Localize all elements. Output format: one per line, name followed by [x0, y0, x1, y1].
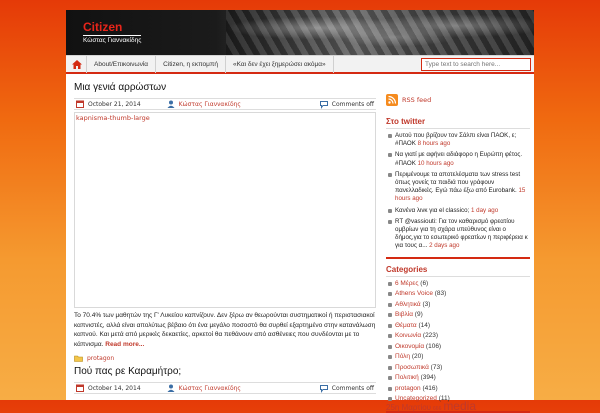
- nav-item-citizen-show[interactable]: Citizen, η εκπομπή: [155, 56, 225, 73]
- comment-icon: [320, 101, 328, 108]
- calendar-icon: [76, 384, 84, 392]
- calendar-icon: [76, 100, 84, 108]
- site-description: Κώστας Γιαννακίδης: [83, 37, 142, 44]
- tweet-list: [386, 132, 530, 251]
- header-photo: [226, 10, 534, 55]
- tweet-text: Αυτού που βρίζουν τον Σάλπι είναι ΠΑΟΚ, ε; #ΠΑΟΚ: [395, 132, 517, 148]
- main-content: [74, 82, 376, 394]
- category-link[interactable]: protagon: [395, 384, 421, 392]
- site-header: [66, 10, 534, 55]
- category-count: (223): [422, 332, 439, 340]
- category-count: (416): [422, 384, 438, 392]
- post-comments: [320, 101, 374, 108]
- categories-heading: Categories: [386, 265, 530, 277]
- category-link[interactable]: Κοινωνία: [395, 332, 422, 340]
- tweet-text: Κανένα λινκ για el classico;: [395, 206, 470, 214]
- post-tag-link[interactable]: protagon: [87, 355, 115, 363]
- category-link[interactable]: Uncategorized: [395, 395, 437, 403]
- home-button[interactable]: [68, 56, 86, 72]
- post-comments: [320, 385, 374, 392]
- category-count: (73): [430, 363, 443, 371]
- category-item: [386, 331, 530, 342]
- thumbnail-alt-text: kapnisma-thumb-large: [76, 114, 150, 122]
- read-more-link[interactable]: Read more...: [105, 340, 145, 348]
- category-item: [386, 321, 530, 332]
- nav-item-not-dawned[interactable]: «Και δεν έχει ξημερώσει ακόμα»: [225, 56, 334, 73]
- category-count: (3): [422, 300, 431, 308]
- post-excerpt-text: Το 70.4% των μαθητών της Γ' Λυκείου καπνίζουν. Δεν ξέρω αν θεωρούνται συστηματικοί ή περιστασιακοί καπνιστές, αλλά είναι απολύτως βέβαιο ότι ένα μεγάλο ποσοστό θα συρθεί εξαρτημένο στην κατανάλωση καπνού. Και μετά από μερικές δεκαετίες, αρκετοί θα πεθάνουν από ασθένειες που συνδέονται με το κάπνισμα.: [74, 312, 376, 348]
- post-thumbnail[interactable]: [74, 112, 376, 308]
- home-icon: [72, 60, 82, 69]
- post: [74, 366, 376, 394]
- post-date-text: October 14, 2014: [88, 384, 141, 392]
- post-comments-text: Comments off: [331, 384, 374, 392]
- post-date: [76, 384, 141, 392]
- tag-cloud-link[interactable]: 666: [433, 406, 442, 412]
- post-excerpt: [74, 311, 376, 349]
- category-link[interactable]: Βιβλία: [395, 311, 413, 319]
- tweet-time[interactable]: 8 hours ago: [417, 140, 451, 148]
- post-meta: [74, 382, 376, 394]
- rss-label: RSS feed: [402, 96, 432, 104]
- category-count: (20): [411, 353, 424, 361]
- post: [74, 82, 376, 362]
- tag-cloud-link[interactable]: media: [443, 399, 476, 413]
- post-date: [76, 100, 141, 108]
- tweet-item: [386, 207, 530, 215]
- category-item: [386, 342, 530, 353]
- category-item: [386, 279, 530, 290]
- user-icon: [167, 384, 175, 392]
- search-input[interactable]: [421, 58, 531, 71]
- tweet-time[interactable]: 10 hours ago: [417, 159, 454, 167]
- twitter-heading: Στο twitter: [386, 117, 530, 129]
- tweet-item: [386, 171, 530, 204]
- category-link[interactable]: Πόλη: [395, 353, 411, 361]
- folder-icon: [74, 355, 83, 362]
- post-author: [167, 384, 241, 392]
- category-item: [386, 289, 530, 300]
- tweet-text: RT @vassiouti: Για τον καθαρισμό φρεατίου ομβρίων για τη σχάρα υπεύθυνος είναι ο δήμος,για το εσωτερικό φρεατίων η περιφέρεια κ για τους α...: [395, 217, 528, 250]
- tweet-time[interactable]: 2 days ago: [429, 242, 460, 250]
- category-link[interactable]: 6 Μέρες: [395, 279, 419, 287]
- category-count: (14): [418, 321, 431, 329]
- post-author-link[interactable]: Κώστας Γιαννακίδης: [178, 384, 241, 392]
- category-link[interactable]: Αθλητικά: [395, 300, 421, 308]
- category-count: (11): [438, 395, 450, 403]
- twitter-widget: [386, 117, 530, 259]
- category-count: (394): [420, 374, 436, 382]
- tag-cloud-link[interactable]: 25η Μαρτίου: [386, 403, 432, 412]
- user-icon: [167, 100, 175, 108]
- categories-widget: [386, 265, 530, 413]
- tweet-item: [386, 218, 530, 251]
- category-item: [386, 373, 530, 384]
- page-wrapper: [66, 10, 534, 413]
- post-tags: [74, 355, 376, 362]
- category-count: (83): [434, 290, 447, 298]
- tag-cloud: [386, 399, 530, 413]
- category-count: (6): [420, 279, 429, 287]
- post-comments-text: Comments off: [331, 100, 374, 108]
- post-author: [167, 100, 241, 108]
- tweet-time[interactable]: 15 hours ago: [395, 187, 526, 203]
- category-link[interactable]: Athens Voice: [395, 290, 433, 298]
- post-date-text: October 21, 2014: [88, 100, 141, 108]
- category-item: [386, 310, 530, 321]
- category-count: (9): [414, 311, 423, 319]
- category-item: [386, 384, 530, 395]
- tweet-item: [386, 151, 530, 167]
- post-author-link[interactable]: Κώστας Γιαννακίδης: [178, 100, 241, 108]
- rss-icon: [386, 94, 398, 106]
- site-title[interactable]: Citizen: [83, 20, 123, 34]
- category-item: [386, 352, 530, 363]
- main-nav: [66, 55, 534, 74]
- sidebar-divider: [386, 257, 530, 259]
- sidebar: [386, 82, 530, 413]
- category-item: [386, 300, 530, 311]
- post-title[interactable]: Πού πας ρε Καραμήτρο;: [74, 366, 182, 378]
- category-item: [386, 363, 530, 374]
- tweet-text: Να γιατί με αφήνει αδιάφορο η Ευρώπη φέτος. #ΠΑΟΚ: [395, 151, 523, 167]
- post-title[interactable]: Μια γενιά αρρώστων: [74, 82, 167, 93]
- tweet-time[interactable]: 1 day ago: [471, 206, 499, 214]
- category-count: (106): [425, 342, 442, 350]
- category-list: [386, 279, 530, 405]
- category-link[interactable]: Πολιτική: [395, 374, 419, 382]
- post-meta: [74, 98, 376, 110]
- nav-item-about[interactable]: About/Επικοινωνία: [86, 56, 155, 73]
- category-link[interactable]: Προσωπικά: [395, 363, 429, 371]
- tweet-item: [386, 132, 530, 148]
- tweet-text: Περιμένουμε τα αποτελέσματα των stress test όπως γονείς τα παιδιά που γράφουν πανελλαδικές. Εγώ πάω έξω από Eurobank.: [395, 170, 521, 195]
- comment-icon: [320, 385, 328, 392]
- category-link[interactable]: Θέματα: [395, 321, 417, 329]
- rss-feed-link[interactable]: [386, 94, 530, 106]
- category-link[interactable]: Οικονομία: [395, 342, 425, 350]
